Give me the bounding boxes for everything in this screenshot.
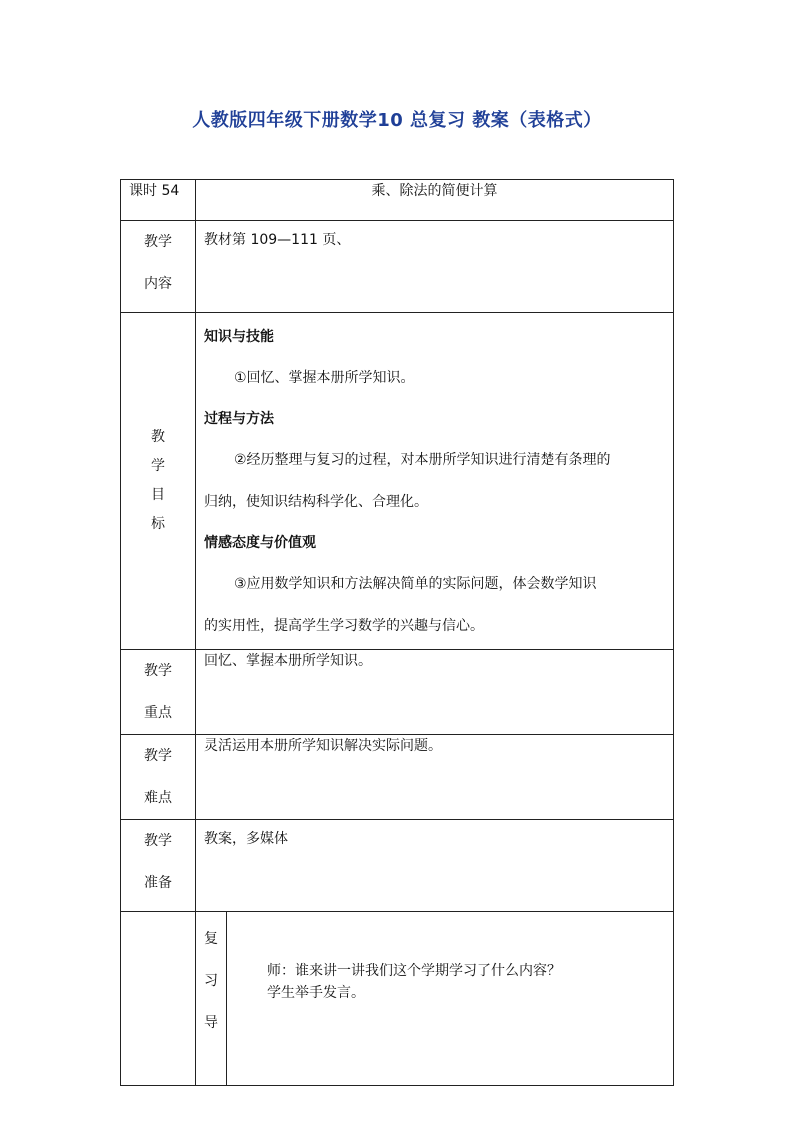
goals-label-char: 标: [151, 516, 165, 532]
preparation-label-cell: [121, 820, 196, 912]
lesson-hour-row: [121, 180, 674, 221]
review-line1: 师：谁来讲一讲我们这个学期学习了什么内容？: [267, 963, 561, 979]
goals-row: [121, 313, 674, 650]
key-points-text: 回忆、掌握本册所学知识。: [196, 650, 674, 735]
content-label-cell: [121, 221, 196, 313]
emotion-item-line2: 的实用性，提高学生学习数学的兴趣与信心。: [204, 618, 484, 634]
content-label-line1: 教学: [144, 234, 172, 250]
knowledge-heading: 知识与技能: [204, 329, 274, 345]
difficulties-label-cell: [121, 735, 196, 820]
difficulties-label-line1: 教学: [144, 748, 172, 764]
review-label-char: 习: [204, 973, 218, 989]
content-label-line2: 内容: [144, 276, 172, 292]
review-label-char: 复: [204, 931, 218, 947]
lesson-plan-table: [120, 179, 674, 1086]
knowledge-item: ①回忆、掌握本册所学知识。: [234, 370, 415, 386]
document-title: 人教版四年级下册数学10 总复习 教案（表格式）: [192, 110, 602, 131]
preparation-label-line2: 准备: [144, 875, 172, 891]
content-row: [121, 221, 674, 313]
key-points-label-line2: 重点: [144, 705, 172, 721]
preparation-row: [121, 820, 674, 912]
goals-label-char: 目: [151, 487, 165, 503]
difficulties-text: 灵活运用本册所学知识解决实际问题。: [196, 735, 674, 820]
process-heading: 过程与方法: [204, 411, 274, 427]
difficulties-row: [121, 735, 674, 820]
goals-label-cell: [121, 313, 196, 650]
key-points-label-line1: 教学: [144, 663, 172, 679]
review-label-cell: [196, 912, 227, 1086]
goals-label-char: 教: [151, 429, 165, 445]
goals-label-char: 学: [151, 458, 165, 474]
key-points-label-cell: [121, 650, 196, 735]
preparation-text: 教案，多媒体: [196, 820, 674, 912]
review-label: [196, 912, 226, 1044]
review-line2: 学生举手发言。: [267, 985, 365, 1001]
difficulties-label-line2: 难点: [144, 790, 172, 806]
goals-content: [196, 313, 674, 650]
review-label-char: 导: [204, 1015, 218, 1031]
lesson-hour-label: 课时 54: [121, 180, 196, 221]
process-item-line1: ②经历整理与复习的过程，对本册所学知识进行清楚有条理的: [234, 452, 611, 468]
preparation-label-line1: 教学: [144, 833, 172, 849]
goals-label: [121, 313, 195, 649]
key-points-row: [121, 650, 674, 735]
review-row: [121, 912, 674, 1086]
lesson-topic: 乘、除法的简便计算: [196, 180, 674, 221]
process-item-line2: 归纳，使知识结构科学化、合理化。: [204, 494, 428, 510]
review-empty-cell: [121, 912, 196, 1086]
content-text: 教材第 109—111 页、: [196, 221, 674, 313]
emotion-heading: 情感态度与价值观: [204, 535, 316, 551]
review-content: [227, 912, 674, 1086]
emotion-item-line1: ③应用数学知识和方法解决简单的实际问题，体会数学知识: [234, 576, 597, 592]
